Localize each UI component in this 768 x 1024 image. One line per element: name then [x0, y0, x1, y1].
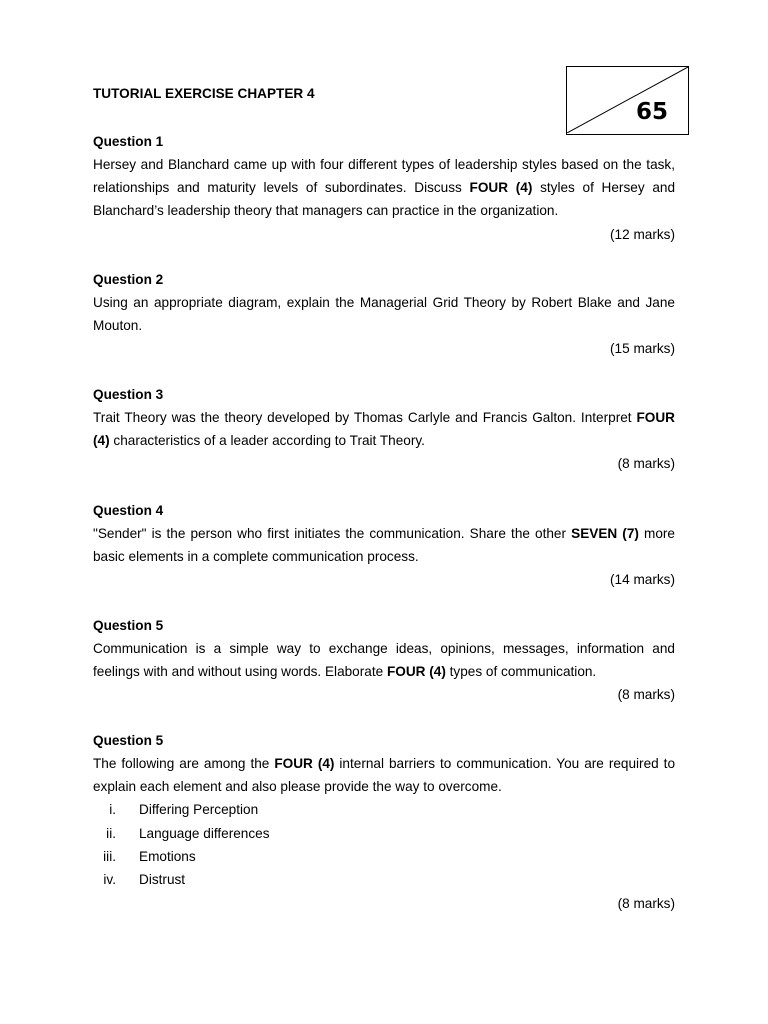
text-segment: The following are among the: [93, 756, 275, 771]
barrier-list: [93, 798, 675, 891]
list-text: Distrust: [139, 872, 186, 888]
emphasis: FOUR (4): [469, 180, 533, 196]
text-segment: internal barriers to communication. You are required to explain each element and also please provide the way to overcome.: [93, 756, 676, 795]
text-segment: characteristics of a leader according to Trait Theory.: [109, 433, 425, 449]
document-title: TUTORIAL EXERCISE CHAPTER 4: [93, 86, 315, 101]
question-5: [93, 614, 675, 706]
score-box: [566, 66, 689, 135]
score-box-diagonal: [567, 67, 688, 133]
question-heading: Question 3: [93, 387, 164, 402]
question-text: [93, 153, 675, 223]
question-text: [93, 637, 675, 683]
question-marks: (8 marks): [617, 456, 675, 472]
question-1: [93, 130, 675, 246]
list-item: [93, 798, 675, 821]
list-number: i.: [109, 802, 116, 818]
question-marks: (8 marks): [617, 895, 675, 911]
list-text: Differing Perception: [139, 802, 259, 818]
list-number: iii.: [103, 849, 116, 864]
emphasis: SEVEN (7): [571, 526, 639, 541]
list-number: ii.: [106, 825, 116, 841]
text-segment: Trait Theory was the theory developed by Thomas Carlyle and Francis Galton. Interpret: [93, 410, 637, 425]
question-heading: Question 5: [93, 618, 164, 633]
list-item: [93, 868, 675, 891]
text-segment: Communication is a simple way to exchange ideas, opinions, messages, information and feelings with and without using words. Elaborate: [93, 641, 675, 680]
text-segment: styles of Hersey and Blanchard’s leadership theory that managers can practice in the organization.: [93, 180, 675, 219]
emphasis: FOUR (4): [93, 410, 675, 449]
text-segment: Using an appropriate diagram, explain the Managerial Grid Theory by Robert Blake and Jane Mouton.: [93, 295, 675, 334]
question-6: [93, 729, 675, 915]
text-segment: types of communication.: [445, 664, 597, 680]
text-segment: "Sender" is the person who first initiates the communication. Share the other: [93, 526, 572, 541]
question-4: [93, 499, 675, 591]
emphasis: FOUR (4): [274, 756, 335, 771]
text-segment: Hersey and Blanchard came up with four different types of leadership styles based on the task, relationships and maturity levels of subordinates. Discuss: [93, 157, 675, 196]
emphasis: FOUR (4): [386, 664, 446, 680]
list-item: [93, 822, 675, 845]
question-text: [93, 752, 675, 798]
list-text: Emotions: [139, 849, 196, 864]
question-marks: (15 marks): [610, 341, 675, 357]
list-item: [93, 845, 675, 868]
question-marks: (8 marks): [617, 687, 675, 703]
question-text: [93, 291, 675, 337]
score-value: 65: [635, 99, 668, 125]
question-text: [93, 522, 675, 568]
question-heading: Question 2: [93, 272, 164, 287]
list-text: Language differences: [139, 825, 270, 841]
question-3: [93, 383, 675, 475]
question-heading: Question 5: [93, 733, 164, 748]
question-marks: (14 marks): [610, 572, 675, 588]
text-segment: more basic elements in a complete communication process.: [93, 526, 675, 565]
list-number: iv.: [103, 872, 116, 888]
question-heading: Question 4: [93, 503, 164, 518]
question-2: [93, 268, 675, 360]
question-text: [93, 406, 675, 452]
question-marks: (12 marks): [610, 226, 675, 242]
question-heading: Question 1: [93, 134, 164, 149]
